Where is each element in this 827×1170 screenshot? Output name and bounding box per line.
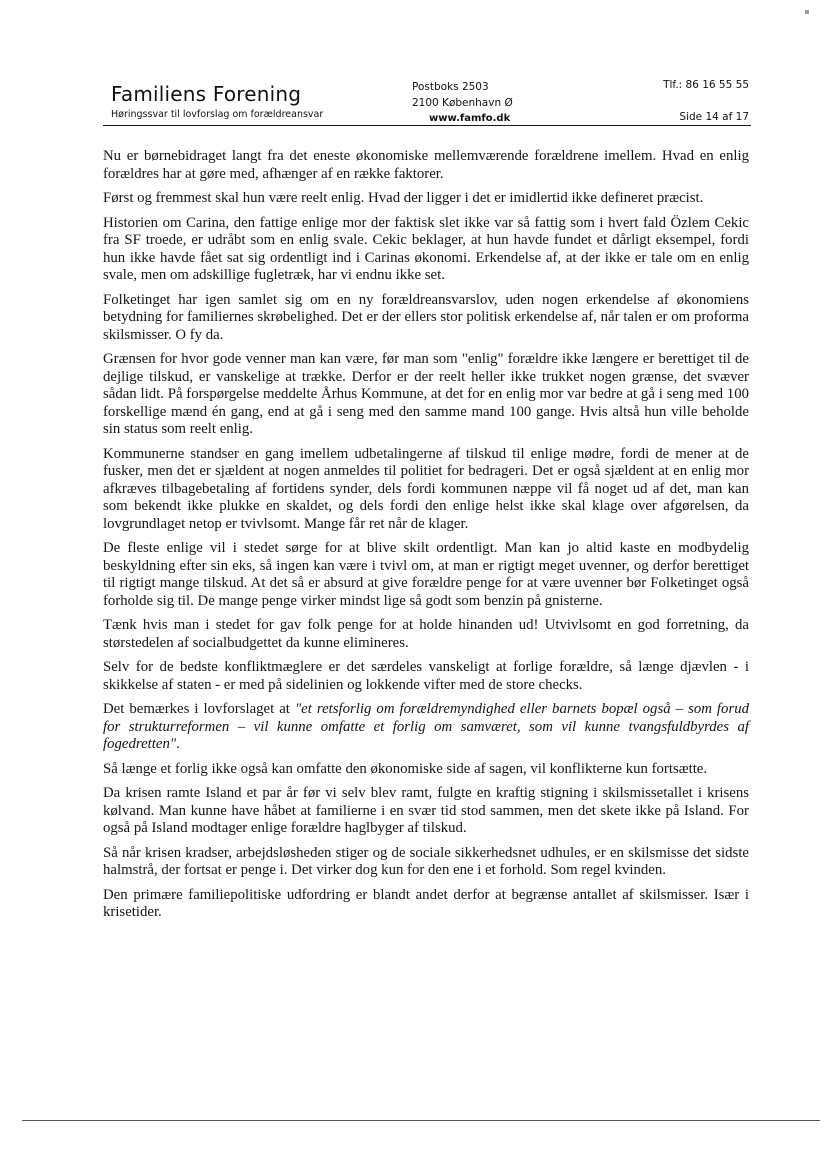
document-body — [103, 148, 749, 929]
page-number: Side 14 af 17 — [679, 111, 749, 123]
paragraph: Tænk hvis man i stedet for gav folk penge for at holde hinanden ud! Utvivlsomt en god forretning, da størstedelen af socialbudgettet da kunne elimineres. — [103, 617, 749, 651]
paragraph: Historien om Carina, den fattige enlige mor der faktisk slet ikke var så fattig som i hvert fald Özlem Cekic fra SF troede, er udråbt som en enlig svale. Cekic beklager, at hun havde fundet et dårligt eksempel, fordi hun ikke havde fået sat sig ordentligt ind i Carinas økonomi. Erkendelse af, at der ikke er tale om en enlig svale, men om adskillige fugletræk, har vi endnu ikke set. — [103, 214, 749, 283]
paragraph: Så når krisen kradser, arbejdsløsheden stiger og de sociale sikkerhedsnet udhules, er en skilsmisse det sidste halmstrå, der fortsat er penge i. Det virker dog kun for den ene i et forhold. Som regel kvinden. — [103, 844, 749, 878]
paragraph: De fleste enlige vil i stedet sørge for at blive skilt ordentligt. Man kan jo altid kaste en modbydelig beskyldning efter sin eks, så ingen kan være i tvivl om, at man er rigtigt meget uvenner, og derfor berettiget til rigtigt mange tilskud. At det så er absurd at give forældre penge for at være uvenner bør Folketinget også forholde sig til. De mange penge virker mindst lige så godt som benzin på gnisterne. — [103, 540, 749, 609]
paragraph: Folketinget har igen samlet sig om en ny forældreansvarslov, uden nogen erkendelse af økonomiens betydning for familiernes skrøbelighed. Det er der ellers stor politisk erkendelse af, når talen er om proforma skilsmisser. O fy da. — [103, 291, 749, 343]
quote-paragraph — [103, 701, 749, 754]
postal-address — [412, 79, 513, 127]
quote-text: "et retsforlig om forældremyndighed eller barnets bopæl også – som forud for strukturreformen – vil kunne omfatte et forlig om samværet, som vil kunne tvangsfuldbyrdes af fogedretten" — [103, 701, 749, 752]
letterhead — [103, 78, 751, 126]
paragraph: Nu er børnebidraget langt fra det eneste økonomiske mellemværende forældrene imellem. Hvad en enlig forældres har at gøre med, afhænger af en række faktorer. — [103, 148, 749, 182]
quote-end: . — [176, 736, 180, 752]
address-line-2: 2100 København Ø — [412, 97, 513, 109]
phone-number: Tlf.: 86 16 55 55 — [663, 79, 749, 91]
paragraph: Den primære familiepolitiske udfordring er blandt andet derfor at begrænse antallet af skilsmisser. Især i krisetider. — [103, 886, 749, 920]
paragraph: Grænsen for hvor gode venner man kan være, før man som "enlig" forældre ikke længere er berettiget til de dejlige tilskud, er vanskelige at trække. Derfor er der reelt heller ikke trukket nogen grænse, det svæver sådan lidt. På forspørgelse meddelte Århus Kommune, at det for en enlig mor var bedre at gå i seng med 100 forskellige mænd én gang, end at gå i seng med den samme mand 100 gange. Hvis altså hun ville beholde sin status som reelt enlig. — [103, 351, 749, 437]
quote-intro: Det bemærkes i lovforslaget at — [103, 701, 295, 717]
address-line-1: Postboks 2503 — [412, 81, 489, 93]
header-divider — [103, 125, 751, 126]
website-link[interactable]: www.famfo.dk — [429, 113, 511, 124]
scan-mark — [805, 10, 809, 14]
paragraph: Da krisen ramte Island et par år før vi selv blev ramt, fulgte en kraftig stigning i skilsmissetallet i krisens kølvand. Man kunne have håbet at familierne i en svær tid stod sammen, men det skete ikke på Island. For også på Island modtager enlige forældre haglbyger af tilskud. — [103, 785, 749, 836]
paragraph: Selv for de bedste konfliktmæglere er det særdeles vanskeligt at forlige forældre, så længe djævlen - i skikkelse af staten - er med på sidelinien og lokkende vifter med de store checks. — [103, 659, 749, 693]
paragraph: Så længe et forlig ikke også kan omfatte den økonomiske side af sagen, vil konflikterne kun fortsætte. — [103, 760, 708, 777]
footer-divider — [22, 1120, 820, 1121]
paragraph: Kommunerne standser en gang imellem udbetalingerne af tilskud til enlige mødre, fordi de mener at de fusker, men det er sjældent at nogen anmeldes til politiet for bedrageri. Det er også sjældent at en enlig mor afkræves tilbagebetaling af fortidens synder, dels fordi kommunen næppe vil få noget ud af det, man kan som bekendt ikke plukke en skaldet, og dels fordi den enlige helst ikke skal klage over afgørelsen, da lovgrundlaget netop er tvivlsomt. Mange får ret når de klager. — [103, 445, 749, 532]
organization-name: Familiens Forening — [111, 82, 302, 106]
document-subtitle: Høringssvar til lovforslag om forældreansvar — [111, 109, 324, 120]
paragraph: Først og fremmest skal hun være reelt enlig. Hvad der ligger i det er imidlertid ikke defineret præcist. — [103, 190, 704, 206]
